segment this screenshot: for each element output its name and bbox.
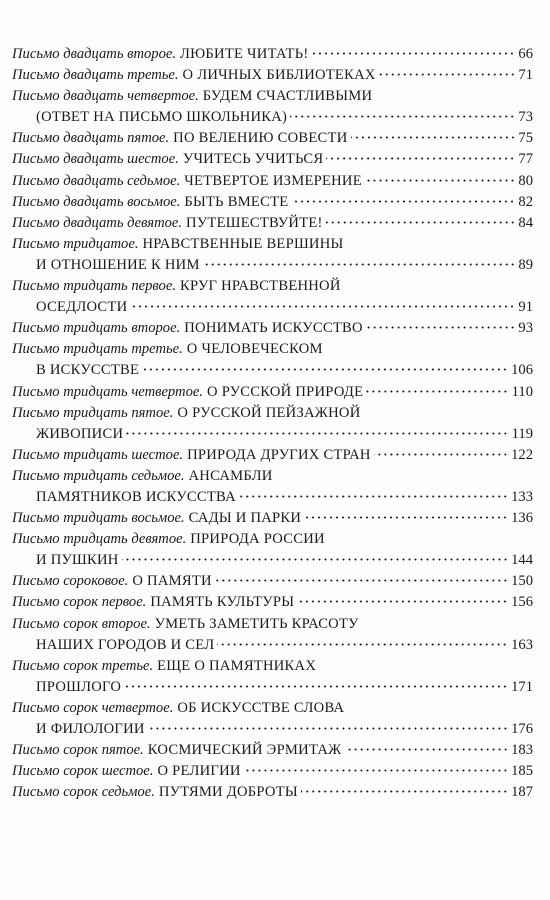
toc-entry bbox=[12, 656, 533, 677]
toc-entry-title: ОБ ИСКУССТВЕ СЛОВА bbox=[177, 699, 345, 716]
leader-dots bbox=[365, 179, 516, 182]
toc-entry-continuation bbox=[12, 719, 533, 740]
toc-entry-continuation bbox=[12, 360, 533, 381]
toc-entry-label: Письмо тридцать четвертое. bbox=[12, 383, 203, 400]
toc-entry-title: ПРИРОДА РОССИИ bbox=[190, 531, 325, 548]
leader-dots bbox=[301, 790, 508, 793]
leader-dots bbox=[291, 200, 515, 203]
toc-entry-page: 75 bbox=[518, 130, 533, 147]
toc-entry-continuation bbox=[12, 297, 533, 318]
toc-entry-label: Письмо тридцать седьмое. bbox=[12, 467, 185, 484]
toc-entry bbox=[12, 149, 533, 170]
toc-entry bbox=[12, 171, 533, 192]
toc-entry-page: 93 bbox=[518, 320, 533, 337]
leader-dots bbox=[297, 600, 508, 603]
leader-dots bbox=[130, 305, 515, 308]
toc-entry-title: САДЫ И ПАРКИ bbox=[188, 510, 302, 527]
toc-entry-title: ЧЕТВЕРТОЕ ИЗМЕРЕНИЕ bbox=[184, 172, 362, 189]
toc-entry-title: ЛЮБИТЕ ЧИТАТЬ! bbox=[180, 46, 309, 62]
toc-entry-page: 82 bbox=[518, 193, 533, 210]
toc-entry-page: 187 bbox=[511, 784, 533, 801]
toc-entry-title: ПАМЯТЬ КУЛЬТУРЫ bbox=[150, 594, 295, 611]
leader-dots bbox=[124, 685, 508, 688]
toc-entry-label: Письмо тридцать шестое. bbox=[12, 446, 184, 463]
toc-entry-label: Письмо тридцать третье. bbox=[12, 341, 183, 358]
toc-entry-label: Письмо тридцатое. bbox=[12, 235, 139, 252]
toc-entry-label: Письмо двадцать пятое. bbox=[12, 130, 170, 147]
toc-entry-title: УМЕТЬ ЗАМЕТИТЬ КРАСОТУ bbox=[154, 615, 359, 632]
leader-dots bbox=[326, 157, 515, 160]
toc-entry bbox=[12, 276, 533, 297]
toc-entry-page: 122 bbox=[511, 446, 533, 463]
leader-dots bbox=[142, 368, 508, 371]
leader-dots bbox=[351, 136, 516, 139]
toc-entry-page: 156 bbox=[511, 594, 533, 611]
toc-entry-label: Письмо двадцать восьмое. bbox=[12, 193, 181, 210]
toc-entry bbox=[12, 192, 533, 213]
toc-entry bbox=[12, 698, 533, 719]
leader-dots bbox=[148, 727, 508, 730]
leader-dots bbox=[126, 432, 508, 435]
toc-entry-label: Письмо сорок шестое. bbox=[12, 763, 154, 780]
toc-entry-page: 119 bbox=[511, 425, 533, 442]
toc-entry-page: 150 bbox=[511, 573, 533, 590]
toc-entry-label: Письмо тридцать первое. bbox=[12, 278, 176, 295]
toc-entry-title-continued: ПРОШЛОГО bbox=[36, 678, 122, 695]
toc-entry-page: 133 bbox=[511, 488, 533, 505]
toc-entry-continuation bbox=[12, 550, 533, 571]
toc-entry-page: 71 bbox=[518, 67, 533, 84]
toc-entry-title-continued: И ФИЛОЛОГИИ bbox=[36, 721, 145, 737]
toc-entry bbox=[12, 466, 533, 487]
toc-entry-title-continued: И ПУШКИН bbox=[36, 552, 119, 569]
toc-entry-page: 91 bbox=[518, 299, 533, 316]
leader-dots bbox=[374, 453, 508, 456]
toc-entry-title: БЫТЬ ВМЕСТЕ bbox=[184, 193, 289, 210]
toc-entry-continuation bbox=[12, 107, 533, 128]
toc-entry-page: 183 bbox=[511, 742, 533, 759]
toc-entry-continuation bbox=[12, 424, 533, 445]
toc-entry bbox=[12, 234, 533, 255]
leader-dots bbox=[215, 579, 508, 582]
toc-entry-title-continued: ПАМЯТНИКОВ ИСКУССТВА bbox=[36, 488, 236, 505]
leader-dots bbox=[304, 516, 508, 519]
toc-entry-continuation bbox=[12, 487, 533, 508]
toc-entry-label: Письмо двадцать четвертое. bbox=[12, 88, 199, 105]
toc-entry-title: НРАВСТВЕННЫЕ ВЕРШИНЫ bbox=[142, 235, 344, 252]
toc-entry bbox=[12, 128, 533, 149]
toc-entry-page: 89 bbox=[518, 256, 533, 273]
toc-entry-title: УЧИТЕСЬ УЧИТЬСЯ bbox=[182, 151, 324, 168]
leader-dots bbox=[244, 769, 508, 772]
toc-entry-title-continued: (ОТВЕТ НА ПИСЬМО ШКОЛЬНИКА) bbox=[36, 109, 288, 126]
toc-entry-title: КРУГ НРАВСТВЕННОЙ bbox=[179, 278, 341, 295]
toc-entry-title: ПО ВЕЛЕНИЮ СОВЕСТИ bbox=[173, 130, 348, 147]
toc-entry-title: О РЕЛИГИИ bbox=[157, 763, 241, 780]
toc-entry-title-continued: ЖИВОПИСИ bbox=[36, 425, 124, 442]
leader-dots bbox=[326, 221, 516, 224]
leader-dots bbox=[290, 115, 515, 118]
toc-entry-label: Письмо сороковое. bbox=[12, 573, 129, 590]
toc-entry-title: ПУТЕШЕСТВУЙТЕ! bbox=[186, 214, 323, 231]
toc-entry bbox=[12, 318, 533, 339]
leader-dots bbox=[311, 52, 515, 55]
toc-entry bbox=[12, 445, 533, 466]
toc-entry bbox=[12, 614, 533, 635]
toc-entry bbox=[12, 382, 533, 403]
toc-entry bbox=[12, 571, 533, 592]
toc-entry-page: 110 bbox=[511, 383, 533, 400]
toc-entry-title: О ЛИЧНЫХ БИБЛИОТЕКАХ bbox=[182, 67, 376, 84]
table-of-contents bbox=[12, 44, 533, 803]
toc-entry-label: Письмо двадцать шестое. bbox=[12, 151, 179, 168]
toc-entry bbox=[12, 86, 533, 107]
toc-entry-title: О ЧЕЛОВЕЧЕСКОМ bbox=[186, 341, 323, 358]
leader-dots bbox=[239, 495, 508, 498]
toc-entry bbox=[12, 782, 533, 803]
toc-entry-title: ПРИРОДА ДРУГИХ СТРАН bbox=[187, 446, 371, 463]
toc-entry bbox=[12, 592, 533, 613]
toc-entry-label: Письмо сорок пятое. bbox=[12, 742, 144, 759]
toc-entry-title: КОСМИЧЕСКИЙ ЭРМИТАЖ bbox=[147, 742, 342, 759]
toc-entry bbox=[12, 44, 533, 65]
toc-entry-continuation bbox=[12, 255, 533, 276]
toc-entry-page: 66 bbox=[518, 46, 533, 62]
leader-dots bbox=[217, 643, 508, 646]
toc-entry-title: ЕЩЕ О ПАМЯТНИКАХ bbox=[157, 657, 317, 674]
toc-entry-title-continued: И ОТНОШЕНИЕ К НИМ bbox=[36, 256, 200, 273]
toc-entry-label: Письмо сорок третье. bbox=[12, 657, 154, 674]
toc-entry-page: 136 bbox=[511, 510, 533, 527]
leader-dots bbox=[366, 326, 516, 329]
toc-entry-page: 106 bbox=[511, 362, 533, 379]
toc-entry-page: 77 bbox=[518, 151, 533, 168]
toc-entry-label: Письмо тридцать второе. bbox=[12, 320, 181, 337]
toc-entry-title: О ПАМЯТИ bbox=[132, 573, 212, 590]
toc-entry-title: ПОНИМАТЬ ИСКУССТВО bbox=[184, 320, 363, 337]
toc-entry-label: Письмо сорок седьмое. bbox=[12, 784, 155, 801]
toc-entry-title: БУДЕМ СЧАСТЛИВЫМИ bbox=[202, 88, 373, 105]
leader-dots bbox=[345, 748, 509, 751]
toc-entry-page: 84 bbox=[518, 214, 533, 231]
toc-entry-page: 176 bbox=[511, 721, 533, 737]
toc-entry-label: Письмо сорок второе. bbox=[12, 615, 151, 632]
toc-entry-label: Письмо двадцать второе. bbox=[12, 46, 177, 62]
leader-dots bbox=[203, 263, 516, 266]
toc-entry bbox=[12, 529, 533, 550]
toc-entry-page: 73 bbox=[518, 109, 533, 126]
toc-entry-page: 185 bbox=[511, 763, 533, 780]
toc-entry-title-continued: ОСЕДЛОСТИ bbox=[36, 299, 128, 316]
toc-entry-label: Письмо сорок четвертое. bbox=[12, 699, 174, 716]
toc-entry-title-continued: НАШИХ ГОРОДОВ И СЕЛ bbox=[36, 636, 215, 653]
toc-entry-page: 80 bbox=[518, 172, 533, 189]
toc-entry-label: Письмо двадцать третье. bbox=[12, 67, 179, 84]
toc-entry-label: Письмо двадцать седьмое. bbox=[12, 172, 181, 189]
leader-dots bbox=[122, 558, 509, 561]
toc-entry bbox=[12, 339, 533, 360]
leader-dots bbox=[379, 73, 516, 76]
leader-dots bbox=[366, 390, 508, 393]
toc-entry-continuation bbox=[12, 635, 533, 656]
toc-entry-title: АНСАМБЛИ bbox=[188, 467, 273, 484]
toc-entry-title: О РУССКОЙ ПРИРОДЕ bbox=[207, 383, 364, 400]
toc-entry bbox=[12, 740, 533, 761]
toc-entry-label: Письмо сорок первое. bbox=[12, 594, 147, 611]
toc-entry bbox=[12, 403, 533, 424]
toc-entry-page: 171 bbox=[511, 678, 533, 695]
toc-entry-continuation bbox=[12, 677, 533, 698]
toc-entry-label: Письмо тридцать восьмое. bbox=[12, 510, 185, 527]
toc-entry-label: Письмо тридцать пятое. bbox=[12, 404, 174, 421]
toc-entry-page: 144 bbox=[511, 552, 533, 569]
toc-entry bbox=[12, 65, 533, 86]
toc-entry-title-continued: В ИСКУССТВЕ bbox=[36, 362, 140, 379]
toc-entry-page: 163 bbox=[511, 636, 533, 653]
toc-entry bbox=[12, 761, 533, 782]
toc-entry-title: О РУССКОЙ ПЕЙЗАЖНОЙ bbox=[177, 404, 361, 421]
toc-entry bbox=[12, 213, 533, 234]
toc-entry-label: Письмо двадцать девятое. bbox=[12, 214, 183, 231]
toc-entry-label: Письмо тридцать девятое. bbox=[12, 531, 187, 548]
toc-entry-title: ПУТЯМИ ДОБРОТЫ bbox=[158, 784, 298, 801]
toc-entry bbox=[12, 508, 533, 529]
